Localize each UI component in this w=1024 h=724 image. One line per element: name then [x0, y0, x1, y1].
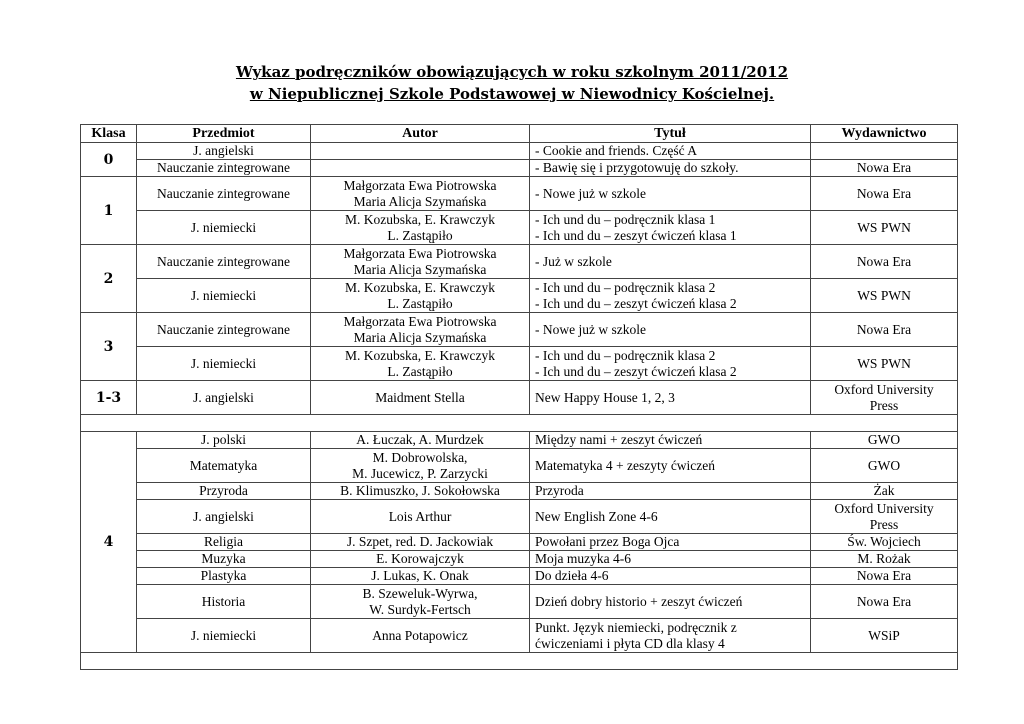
wydawnictwo-cell	[811, 143, 958, 160]
wydawnictwo-cell	[811, 381, 958, 415]
textbook-table	[80, 124, 958, 670]
przedmiot-cell: Nauczanie zintegrowane	[137, 245, 311, 279]
tytul-cell	[530, 313, 811, 347]
autor-cell-line: B. Szeweluk-Wyrwa,	[362, 585, 478, 601]
autor-cell	[311, 245, 530, 279]
autor-cell-line: Maria Alicja Szymańska	[353, 193, 487, 209]
klasa-cell: 2	[81, 245, 137, 313]
przedmiot-cell: J. niemiecki	[137, 619, 311, 653]
autor-cell-line: Małgorzata Ewa Piotrowska	[343, 177, 497, 193]
table-row	[81, 245, 958, 279]
autor-cell	[311, 585, 530, 619]
tytul-cell-line: Punkt. Język niemiecki, podręcznik z	[535, 619, 737, 635]
autor-cell	[311, 534, 530, 551]
autor-cell	[311, 211, 530, 245]
tytul-cell-line: - Ich und du – podręcznik klasa 2	[535, 347, 716, 363]
autor-cell	[311, 279, 530, 313]
klasa-cell: 3	[81, 313, 137, 381]
tytul-cell	[530, 245, 811, 279]
przedmiot-cell: Przyroda	[137, 483, 311, 500]
przedmiot-cell: J. niemiecki	[137, 279, 311, 313]
wydawnictwo-cell-line: GWO	[867, 457, 901, 473]
tytul-cell-line: - Nowe już w szkole	[535, 321, 646, 337]
table-header-row	[81, 125, 958, 143]
przedmiot-cell: Religia	[137, 534, 311, 551]
tytul-cell-line: - Nowe już w szkole	[535, 185, 646, 201]
wydawnictwo-cell-line: WS PWN	[857, 355, 911, 371]
tytul-cell	[530, 551, 811, 568]
blank-cell	[81, 415, 958, 432]
tytul-cell-line: Moja muzyka 4-6	[535, 551, 631, 566]
tytul-cell	[530, 279, 811, 313]
wydawnictwo-cell-line: Press	[869, 397, 899, 413]
przedmiot-cell: J. angielski	[137, 143, 311, 160]
table-row	[81, 143, 958, 160]
table-row	[81, 313, 958, 347]
tytul-cell	[530, 143, 811, 160]
tytul-cell-line: - Bawię się i przygotowuję do szkoły.	[535, 160, 739, 175]
table-row	[81, 211, 958, 245]
autor-cell-line: Małgorzata Ewa Piotrowska	[343, 313, 497, 329]
tytul-cell-line: Dzień dobry historio + zeszyt ćwiczeń	[535, 593, 743, 609]
wydawnictwo-cell-line: WS PWN	[857, 219, 911, 235]
tytul-cell-line: Między nami + zeszyt ćwiczeń	[535, 432, 703, 447]
header-wydawnictwo: Wydawnictwo	[811, 125, 958, 143]
table-row	[81, 500, 958, 534]
table-row	[81, 279, 958, 313]
wydawnictwo-cell-line: Press	[869, 516, 899, 532]
table-row	[81, 381, 958, 415]
przedmiot-cell: Plastyka	[137, 568, 311, 585]
table-row	[81, 432, 958, 449]
wydawnictwo-cell-line: Nowa Era	[856, 160, 912, 175]
table-row	[81, 551, 958, 568]
autor-cell	[311, 160, 530, 177]
tytul-cell	[530, 568, 811, 585]
wydawnictwo-cell-line: Oxford University	[834, 500, 934, 516]
autor-cell	[311, 432, 530, 449]
blank-row	[81, 653, 958, 670]
wydawnictwo-cell	[811, 279, 958, 313]
autor-cell	[311, 449, 530, 483]
klasa-cell: 1-3	[81, 381, 137, 415]
autor-cell-line: M. Kozubska, E. Krawczyk	[345, 211, 495, 227]
autor-cell-line: B. Klimuszko, J. Sokołowska	[340, 483, 500, 498]
table-row	[81, 160, 958, 177]
wydawnictwo-cell	[811, 585, 958, 619]
table-row	[81, 177, 958, 211]
document-title-line-1: Wykaz podręczników obowiązujących w roku szkolnym 2011/2012	[235, 63, 789, 81]
wydawnictwo-cell-line: WSiP	[868, 627, 900, 643]
table-row	[81, 534, 958, 551]
autor-cell	[311, 619, 530, 653]
przedmiot-cell: J. polski	[137, 432, 311, 449]
tytul-cell	[530, 432, 811, 449]
wydawnictwo-cell	[811, 449, 958, 483]
autor-cell	[311, 551, 530, 568]
tytul-cell	[530, 160, 811, 177]
wydawnictwo-cell-line: Oxford University	[834, 381, 934, 397]
wydawnictwo-cell-line: Żak	[873, 483, 895, 498]
wydawnictwo-cell-line: GWO	[867, 432, 901, 447]
table-row	[81, 449, 958, 483]
tytul-cell-line: Przyroda	[535, 483, 584, 498]
tytul-cell-line: - Ich und du – zeszyt ćwiczeń klasa 2	[535, 363, 737, 379]
table-row	[81, 483, 958, 500]
table-row	[81, 619, 958, 653]
klasa-cell: 1	[81, 177, 137, 245]
autor-cell-line: Maria Alicja Szymańska	[353, 329, 487, 345]
tytul-cell	[530, 619, 811, 653]
tytul-cell-line: - Ich und du – zeszyt ćwiczeń klasa 1	[535, 227, 737, 243]
wydawnictwo-cell	[811, 619, 958, 653]
wydawnictwo-cell	[811, 551, 958, 568]
wydawnictwo-cell-line: Nowa Era	[856, 253, 912, 269]
autor-cell-line: Maria Alicja Szymańska	[353, 261, 487, 277]
header-przedmiot: Przedmiot	[137, 125, 311, 143]
przedmiot-cell: Nauczanie zintegrowane	[137, 160, 311, 177]
autor-cell-line: L. Zastąpiło	[387, 295, 453, 311]
autor-cell	[311, 483, 530, 500]
wydawnictwo-cell	[811, 568, 958, 585]
autor-cell	[311, 143, 530, 160]
tytul-cell	[530, 585, 811, 619]
wydawnictwo-cell	[811, 177, 958, 211]
tytul-cell	[530, 211, 811, 245]
autor-cell-line: Anna Potapowicz	[372, 627, 468, 643]
autor-cell	[311, 313, 530, 347]
autor-cell-line: A. Łuczak, A. Murdzek	[356, 432, 484, 447]
tytul-cell-line: - Cookie and friends. Część A	[535, 143, 697, 158]
table-row	[81, 568, 958, 585]
autor-cell	[311, 500, 530, 534]
tytul-cell	[530, 177, 811, 211]
przedmiot-cell: J. angielski	[137, 500, 311, 534]
autor-cell-line: W. Surdyk-Fertsch	[369, 601, 471, 617]
przedmiot-cell: J. niemiecki	[137, 347, 311, 381]
wydawnictwo-cell-line: Nowa Era	[856, 568, 912, 583]
wydawnictwo-cell	[811, 211, 958, 245]
header-autor: Autor	[311, 125, 530, 143]
autor-cell-line: M. Kozubska, E. Krawczyk	[345, 279, 495, 295]
wydawnictwo-cell	[811, 432, 958, 449]
header-tytul: Tytuł	[530, 125, 811, 143]
autor-cell-line: E. Korowajczyk	[376, 551, 464, 566]
table-row	[81, 585, 958, 619]
przedmiot-cell: Nauczanie zintegrowane	[137, 177, 311, 211]
tytul-cell	[530, 347, 811, 381]
wydawnictwo-cell	[811, 313, 958, 347]
tytul-cell-line: - Ich und du – zeszyt ćwiczeń klasa 2	[535, 295, 737, 311]
autor-cell-line: J. Lukas, K. Onak	[371, 568, 469, 583]
tytul-cell-line: Do dzieła 4-6	[535, 568, 609, 583]
tytul-cell-line: New English Zone 4-6	[535, 508, 658, 524]
przedmiot-cell: J. angielski	[137, 381, 311, 415]
wydawnictwo-cell-line: Nowa Era	[856, 593, 912, 609]
tytul-cell-line: - Ich und du – podręcznik klasa 2	[535, 279, 716, 295]
wydawnictwo-cell-line: Nowa Era	[856, 321, 912, 337]
blank-row	[81, 415, 958, 432]
wydawnictwo-cell-line: M. Rożak	[857, 551, 911, 566]
tytul-cell	[530, 381, 811, 415]
tytul-cell	[530, 534, 811, 551]
autor-cell	[311, 347, 530, 381]
tytul-cell-line: Powołani przez Boga Ojca	[535, 534, 680, 549]
wydawnictwo-cell-line: WS PWN	[857, 287, 911, 303]
przedmiot-cell: J. niemiecki	[137, 211, 311, 245]
autor-cell-line: Maidment Stella	[375, 389, 465, 405]
blank-cell	[81, 653, 958, 670]
autor-cell-line: L. Zastąpiło	[387, 227, 453, 243]
tytul-cell-line: - Ich und du – podręcznik klasa 1	[535, 211, 716, 227]
header-klasa: Klasa	[81, 125, 137, 143]
autor-cell	[311, 177, 530, 211]
przedmiot-cell: Muzyka	[137, 551, 311, 568]
wydawnictwo-cell-line: Św. Wojciech	[847, 534, 921, 549]
wydawnictwo-cell	[811, 534, 958, 551]
tytul-cell	[530, 449, 811, 483]
klasa-cell: 0	[81, 143, 137, 177]
tytul-cell-line: New Happy House 1, 2, 3	[535, 389, 675, 405]
autor-cell-line: L. Zastąpiło	[387, 363, 453, 379]
autor-cell-line: Małgorzata Ewa Piotrowska	[343, 245, 497, 261]
autor-cell-line: M. Jucewicz, P. Zarzycki	[352, 465, 488, 481]
wydawnictwo-cell	[811, 160, 958, 177]
autor-cell	[311, 568, 530, 585]
przedmiot-cell: Nauczanie zintegrowane	[137, 313, 311, 347]
autor-cell-line: M. Kozubska, E. Krawczyk	[345, 347, 495, 363]
tytul-cell-line: - Już w szkole	[535, 253, 612, 269]
wydawnictwo-cell	[811, 500, 958, 534]
tytul-cell-line: Matematyka 4 + zeszyty ćwiczeń	[535, 457, 716, 473]
przedmiot-cell: Matematyka	[137, 449, 311, 483]
table-row	[81, 347, 958, 381]
klasa-cell: 4	[81, 432, 137, 653]
document-title-line-2: w Niepublicznej Szkole Podstawowej w Niewodnicy Kościelnej.	[249, 85, 775, 103]
autor-cell	[311, 381, 530, 415]
wydawnictwo-cell	[811, 347, 958, 381]
autor-cell-line: Lois Arthur	[388, 508, 452, 524]
wydawnictwo-cell	[811, 245, 958, 279]
wydawnictwo-cell	[811, 483, 958, 500]
autor-cell-line: J. Szpet, red. D. Jackowiak	[346, 534, 494, 549]
wydawnictwo-cell-line: Nowa Era	[856, 185, 912, 201]
tytul-cell	[530, 500, 811, 534]
przedmiot-cell: Historia	[137, 585, 311, 619]
tytul-cell-line: ćwiczeniami i płyta CD dla klasy 4	[535, 635, 725, 651]
tytul-cell	[530, 483, 811, 500]
autor-cell-line: M. Dobrowolska,	[372, 449, 468, 465]
